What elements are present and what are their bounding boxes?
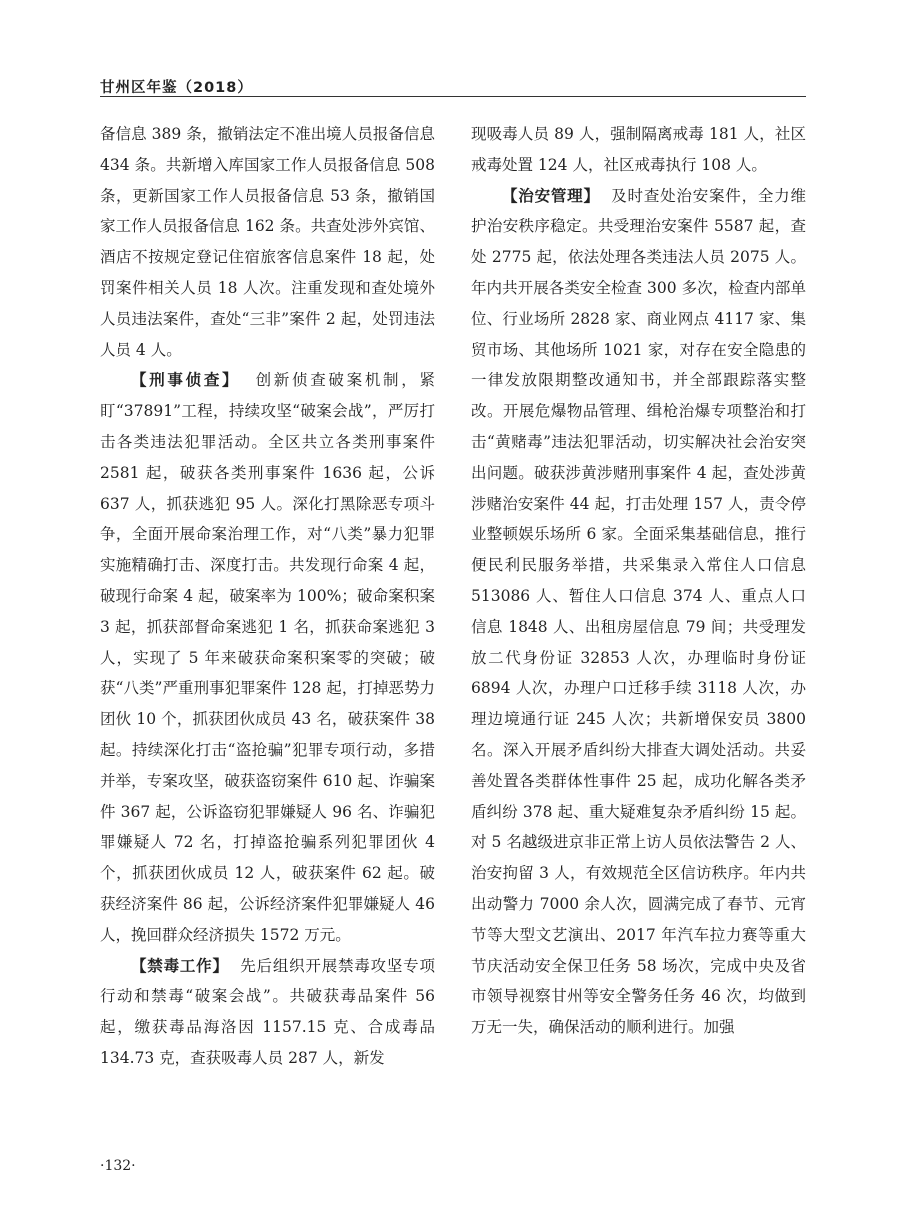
paragraph-security-text: 及时查处治安案件，全力维护治安秩序稳定。共受理治安案件 5587 起，查处 2775 起，依法处理各类违法人员 2075 人。年内共开展各类安全检查 300 多次，检查内部单位、行业场所 2828 家、商业网点 4117 家、集贸市场、其他场所 1021 家，对存在安全隐患的一律发放限期整改通知书，并全部跟踪落实整改。开展危爆物品管理、缉枪治爆专项整治和打击“黄赌毒”违法犯罪活动，切实解决社会治安突出问题。破获涉黄涉赌刑事案件 4 起，查处涉黄涉赌治安案件 44 起，打击处理 157 人，责令停业整顿娱乐场所 6 家。全面采集基础信息，推行便民利民服务举措，共采集录入常住人口信息 513086 人、暂住人口信息 374 人、重点人口信息 1848 人、出租房屋信息 79 间；共受理发放二代身份证 32853 人次，办理临时身份证 6894 人次，办理户口迁移手续 3118 人次，办理边境通行证 245 人次；共新增保安员 3800 名。深入开展矛盾纠纷大排查大调处活动。共妥善处置各类群体性事件 25 起，成功化解各类矛盾纠纷 378 起、重大疑难复杂矛盾纠纷 15 起。对 5 名越级进京非正常上访人员依法警告 2 人、治安拘留 3 人，有效规范全区信访秩序。年内共出动警力 7000 余人次，圆满完成了春节、元宵节等大型文艺演出、2017 年汽车拉力赛等重大节庆活动安全保卫任务 58 场次，完成中央及省市领导视察甘州等安全警务任务 46 次，均做到万无一失，确保活动的顺利进行。加强: [471, 186, 806, 1037]
paragraph-drug: [100, 951, 435, 1074]
section-heading-security: 【治安管理】: [502, 186, 600, 205]
section-heading-drug: 【禁毒工作】: [131, 956, 229, 975]
paragraph-drug-continued: 现吸毒人员 89 人，强制隔离戒毒 181 人，社区戒毒处置 124 人，社区戒毒执行 108 人。: [471, 125, 806, 174]
paragraph-security: [471, 181, 806, 1043]
paragraph-intro: 备信息 389 条，撤销法定不准出境人员报备信息 434 条。共新增入库国家工作人员报备信息 508 条，更新国家工作人员报备信息 53 条，撤销国家工作人员报备信息 162 条。共查处涉外宾馆、酒店不按规定登记住宿旅客信息案件 18 起，处罚案件相关人员 18 人次。注重发现和查处境外人员违法案件，查处“三非”案件 2 起，处罚违法人员 4 人。: [100, 125, 435, 359]
paragraph-criminal-text: 创新侦查破案机制，紧盯“37891”工程，持续攻坚“破案会战”，严厉打击各类违法犯罪活动。全区共立各类刑事案件 2581 起，破获各类刑事案件 1636 起，公诉 637 人，抓获逃犯 95 人。深化打黑除恶专项斗争，全面开展命案治理工作，对“八类”暴力犯罪实施精确打击、深度打击。共发现行命案 4 起，破现行命案 4 起，破案率为 100%；破命案积案 3 起，抓获部督命案逃犯 1 名，抓获命案逃犯 3 人，实现了 5 年来破获命案积案零的突破；破获“八类”严重刑事犯罪案件 128 起，打掉恶势力团伙 10 个，抓获团伙成员 43 名，破获案件 38 起。持续深化打击“盗抢骗”犯罪专项行动，多措并举，专案攻坚，破获盗窃案件 610 起、诈骗案件 367 起，公诉盗窃犯罪嫌疑人 96 名、诈骗犯罪嫌疑人 72 名，打掉盗抢骗系列犯罪团伙 4 个，抓获团伙成员 12 人，破获案件 62 起。破获经济案件 86 起，公诉经济案件犯罪嫌疑人 46 人，挽回群众经济损失 1572 万元。: [100, 371, 435, 944]
right-column: [471, 119, 806, 1043]
left-column: [100, 119, 435, 1074]
running-header: [100, 76, 806, 97]
paragraph-drug-text: 先后组织开展禁毒攻坚专项行动和禁毒“破案会战”。共破获毒品案件 56 起，缴获毒品海洛因 1157.15 克、合成毒品 134.73 克，查获吸毒人员 287 人，新发: [100, 956, 435, 1067]
paragraph-criminal: [100, 365, 435, 950]
header-title: 甘州区年鉴（2018）: [100, 80, 253, 96]
section-heading-criminal: 【刑事侦查】: [131, 371, 241, 390]
page-number: ·132·: [100, 1158, 136, 1174]
